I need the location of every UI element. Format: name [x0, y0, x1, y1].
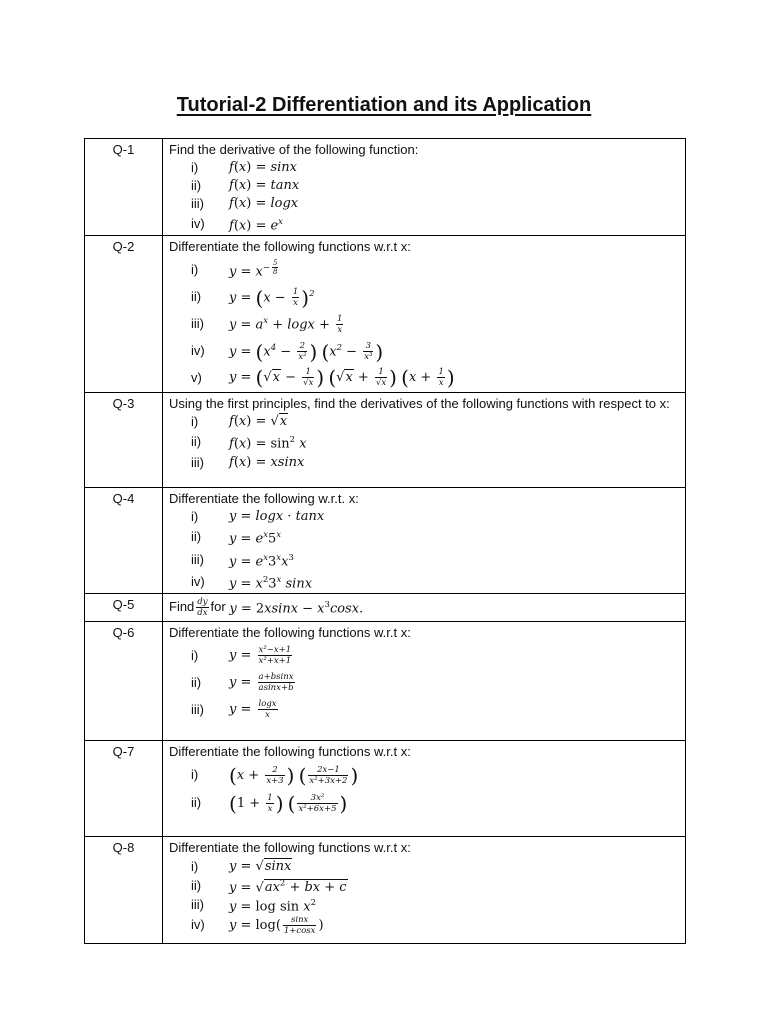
question-body	[163, 622, 686, 741]
list-item	[169, 526, 679, 548]
question-number: Q-8	[85, 837, 163, 944]
list-item	[169, 256, 679, 283]
item-index: iv)	[191, 342, 205, 358]
question-number: Q-5	[85, 594, 163, 622]
question-number: Q-1	[85, 139, 163, 236]
question-body	[163, 837, 686, 944]
question-body	[163, 488, 686, 594]
list-item	[169, 642, 679, 669]
list-item	[169, 454, 679, 472]
math-expression: (1 + $\frac{1}{x}$ ) ( $\frac{\text{3x²}}{\text{x²+6x+5}}$ )	[229, 791, 348, 816]
list-item	[169, 364, 679, 391]
list-item	[169, 895, 679, 914]
item-index: i)	[191, 509, 199, 525]
list-item	[169, 789, 679, 817]
item-index: iii)	[191, 454, 204, 470]
list-item	[169, 669, 679, 696]
math-expression: $f(x) = \sin^2 x$	[229, 435, 307, 452]
fraction-denominator: dx	[197, 607, 208, 618]
math-expression: $y = √ax^2$ + bx + c	[229, 878, 347, 895]
math-expression: $y = e^x5^x$	[229, 530, 282, 547]
question-prompt: Differentiate the following w.r.t. x:	[169, 491, 359, 507]
math-expression: y = log( $\frac{\sin x}{1+\cos x}$ )	[229, 914, 324, 936]
question-row	[85, 622, 686, 741]
question-number: Q-2	[85, 236, 163, 393]
item-index: ii)	[191, 288, 202, 304]
list-item	[169, 914, 679, 936]
math-expression: y = logx · tanx	[229, 509, 325, 525]
question-prompt: Find the derivative of the following function:	[169, 142, 419, 157]
prompt-text: Find	[169, 599, 195, 615]
math-expression: $y = (x^4$ − $\frac{2}{\text{x²}}$ ) ($x^2$ − $\frac{3}{\text{x³}}$ )	[229, 339, 384, 364]
list-item	[169, 337, 679, 364]
item-index: iii)	[191, 701, 204, 717]
math-expression: $y = x^23^x$ sinx	[229, 574, 313, 592]
math-expression: $y = a^x + \log x$ + $\frac{1}{x}$	[229, 314, 343, 336]
item-index: i)	[191, 160, 199, 175]
list-item	[169, 413, 679, 431]
math-expression: f(x) = sinx	[229, 160, 298, 175]
item-index: v)	[191, 369, 202, 385]
math-expression: f(x) = logx	[229, 196, 299, 211]
item-index: iii)	[191, 196, 204, 211]
prompt-text: for	[210, 599, 226, 615]
question-prompt: Using the first principles, find the derivatives of the following functions with respect to x:	[169, 396, 670, 412]
list-item	[169, 177, 679, 195]
question-number: Q-3	[85, 393, 163, 488]
math-expression: (x + $\frac{2}{x+3}$ ) ( $\frac{2x-1}{\text{x²+3x+2}}$ )	[229, 763, 359, 788]
question-prompt: Differentiate the following functions w.r.t x:	[169, 840, 411, 856]
question-prompt	[169, 596, 679, 618]
question-row	[85, 236, 686, 393]
list-item	[169, 571, 679, 593]
math-expression: f(x) = xsinx	[229, 454, 305, 470]
math-expression: y = √sinx	[229, 858, 292, 874]
question-number: Q-4	[85, 488, 163, 594]
item-index: iii)	[191, 896, 204, 912]
question-number: Q-7	[85, 741, 163, 837]
list-item	[169, 195, 679, 213]
item-index: i)	[191, 647, 199, 663]
item-index: i)	[191, 858, 199, 874]
math-expression: $y = e^x3^xx^3$	[229, 552, 294, 569]
item-index: iv)	[191, 216, 205, 232]
list-item	[169, 213, 679, 235]
question-body	[163, 393, 686, 488]
question-body	[163, 236, 686, 393]
math-expression: f(x) = tanx	[229, 178, 300, 193]
math-expression: y = $\frac{\text{x²−x+1}}{\text{x²+x+1}}$	[229, 645, 292, 667]
list-item	[169, 283, 679, 310]
question-row	[85, 393, 686, 488]
question-row	[85, 139, 686, 236]
list-item	[169, 761, 679, 789]
math-expression: $y = \log \sin x^2$	[229, 897, 317, 914]
math-expression: $y = 2xsinx - x^3\cos x$.	[229, 600, 364, 617]
question-number: Q-6	[85, 622, 163, 741]
question-prompt: Differentiate the following functions w.r.t x:	[169, 744, 411, 760]
question-prompt: Differentiate the following functions w.r.t x:	[169, 239, 411, 255]
list-item	[169, 696, 679, 723]
item-index: iv)	[191, 917, 205, 933]
dy-dx-fraction	[196, 597, 208, 618]
fraction-numerator: dy	[197, 596, 208, 607]
question-body	[163, 741, 686, 837]
item-index: iv)	[191, 574, 205, 590]
item-index: ii)	[191, 529, 202, 545]
math-expression: y = $\frac{a+bsinx}{asinx+b}$	[229, 672, 294, 694]
item-index: iii)	[191, 551, 204, 567]
math-expression: y = $\frac{\log x}{x}$	[229, 699, 277, 721]
item-index: ii)	[191, 178, 202, 193]
list-item	[169, 310, 679, 337]
page-title	[0, 94, 768, 117]
question-prompt: Differentiate the following functions w.r.t x:	[169, 625, 411, 641]
item-index: i)	[191, 767, 199, 783]
item-index: iii)	[191, 315, 204, 331]
math-expression: f(x) = √x	[229, 414, 288, 430]
question-row	[85, 837, 686, 944]
math-expression: y = (√x − $\frac{1}{√x}$ ) (√x + $\frac{1}{√x}$ ) (x + $\frac{1}{x}$ )	[229, 365, 455, 390]
list-item	[169, 857, 679, 876]
item-index: ii)	[191, 795, 202, 811]
question-row	[85, 741, 686, 837]
item-index: ii)	[191, 877, 202, 893]
list-item	[169, 876, 679, 895]
math-expression: y = (x − $\frac{1}{x}$ )$^2$	[229, 285, 315, 310]
list-item	[169, 549, 679, 571]
question-body	[163, 139, 686, 236]
question-body	[163, 594, 686, 622]
item-index: ii)	[191, 434, 202, 450]
list-item	[169, 159, 679, 177]
math-expression: $f(x) = e^x$	[229, 217, 283, 234]
question-row	[85, 488, 686, 594]
math-expression: $y = x^{- \frac{5}{8}}$	[229, 258, 278, 279]
item-index: ii)	[191, 674, 202, 690]
question-row	[85, 594, 686, 622]
list-item	[169, 431, 679, 453]
list-item	[169, 508, 679, 526]
item-index: i)	[191, 414, 199, 430]
questions-table	[84, 138, 686, 944]
item-index: i)	[191, 261, 199, 277]
title-text: Tutorial-2 Differentiation and its Application	[176, 94, 592, 116]
